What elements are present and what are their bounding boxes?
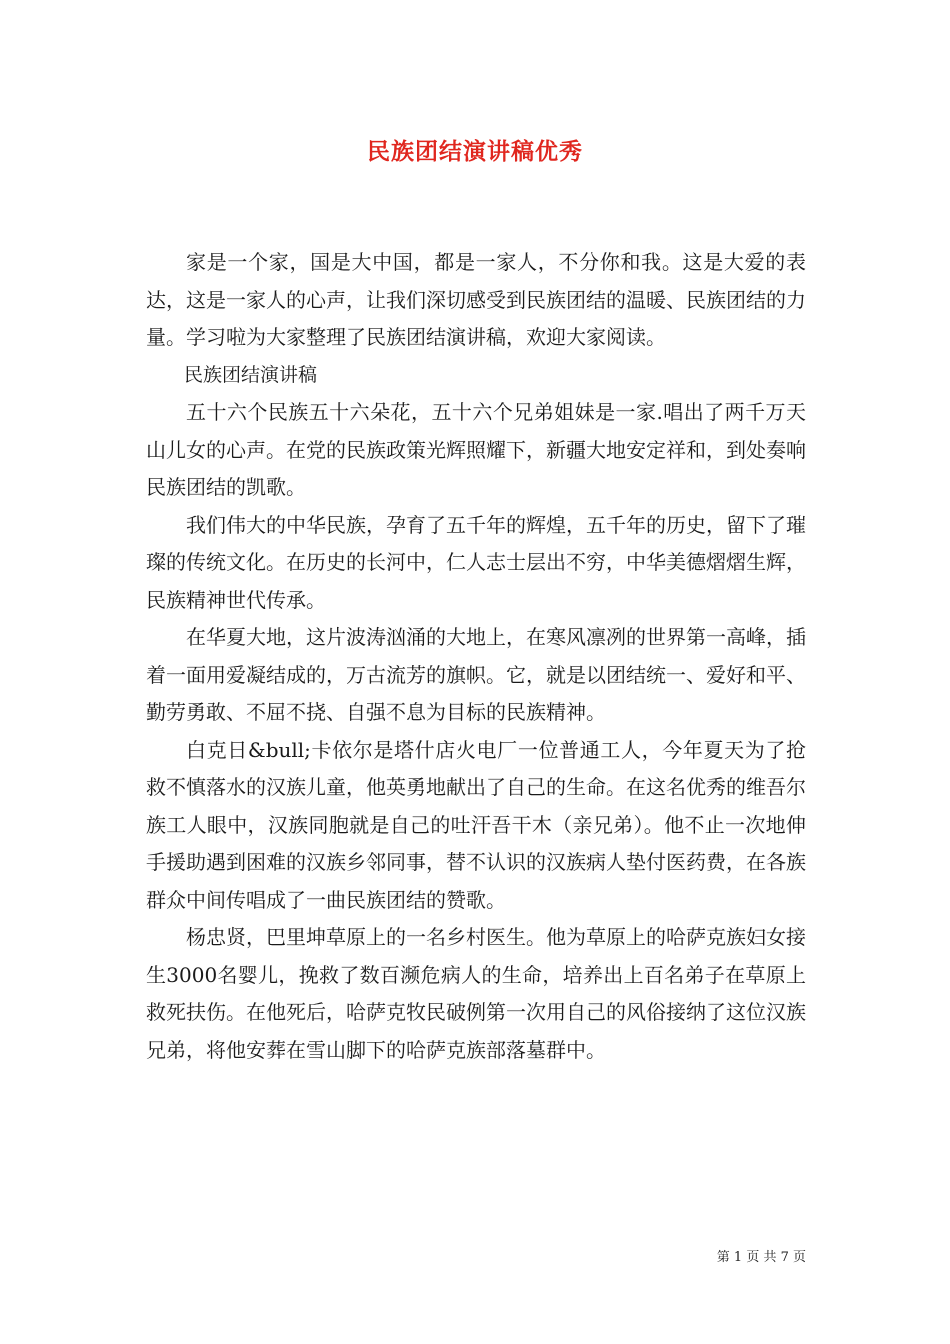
document-body <box>146 244 806 1069</box>
paragraph: 我们伟大的中华民族，孕育了五千年的辉煌，五千年的历史，留下了璀璨的传统文化。在历史的长河中，仁人志士层出不穷，中华美德熠熠生辉，民族精神世代传承。 <box>146 512 806 612</box>
document-title: 民族团结演讲稿优秀 <box>367 138 583 165</box>
paragraph: 杨忠贤，巴里坤草原上的一名乡村医生。他为草原上的哈萨克族妇女接生3000名婴儿，挽救了数百濒危病人的生命，培养出上百名弟子在草原上救死扶伤。在他死后，哈萨克牧民破例第一次用自己的风俗接纳了这位汉族兄弟，将他安葬在雪山脚下的哈萨克族部落墓群中。 <box>146 925 806 1062</box>
section-heading: 民族团结演讲稿 <box>184 363 318 386</box>
paragraph: 在华夏大地，这片波涛汹涌的大地上，在寒风凛冽的世界第一高峰，插着一面用爱凝结成的，万古流芳的旗帜。它，就是以团结统一、爱好和平、勤劳勇敢、不屈不挠、自强不息为目标的民族精神。 <box>146 625 806 724</box>
paragraph-intro: 家是一个家，国是大中国，都是一家人，不分你和我。这是大爱的表达，这是一家人的心声，让我们深切感受到民族团结的温暖、民族团结的力量。学习啦为大家整理了民族团结演讲稿，欢迎大家阅读。 <box>146 250 806 349</box>
paragraph: 白克日&bull;卡依尔是塔什店火电厂一位普通工人，今年夏天为了抢救不慎落水的汉族儿童，他英勇地献出了自己的生命。在这名优秀的维吾尔族工人眼中，汉族同胞就是自己的吐汗吾干木（亲兄弟）。他不止一次地伸手援助遇到困难的汉族乡邻同事，替不认识的汉族病人垫付医药费，在各族群众中间传唱成了一曲民族团结的赞歌。 <box>146 737 806 912</box>
page-number: 第 1 页 共 7 页 <box>716 1250 806 1265</box>
paragraph: 五十六个民族五十六朵花，五十六个兄弟姐妹是一家.唱出了两千万天山儿女的心声。在党的民族政策光辉照耀下，新疆大地安定祥和，到处奏响民族团结的凯歌。 <box>146 400 806 499</box>
